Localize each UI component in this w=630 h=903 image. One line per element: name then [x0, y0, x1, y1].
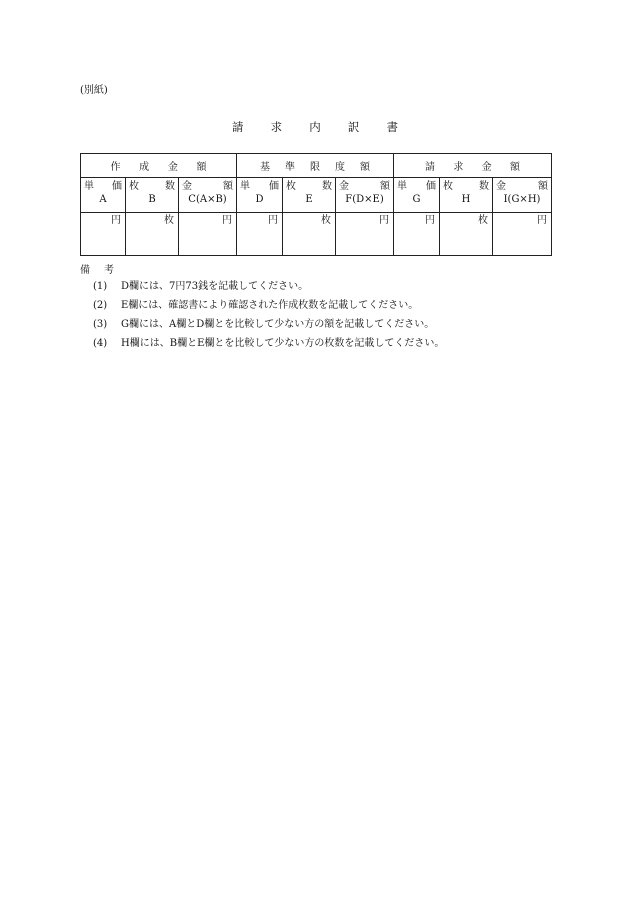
remark-text: G欄には、A欄とD欄とを比較して少ない方の額を記載してください。: [121, 319, 435, 330]
column-char: 価: [269, 181, 280, 192]
remark-number: (4): [93, 338, 108, 349]
entry-cell-i[interactable]: [493, 213, 552, 256]
group-char: 求: [453, 162, 464, 173]
group-char: 作: [110, 162, 121, 173]
remarks-list: [93, 277, 444, 353]
entry-cell-d[interactable]: [237, 213, 283, 256]
unit-label: 枚: [321, 215, 332, 226]
column-header-amount-f: [336, 178, 394, 213]
column-code: H: [461, 194, 471, 205]
remark-item: [93, 277, 444, 296]
column-code: E: [305, 194, 313, 205]
column-char: 価: [112, 181, 122, 192]
breakdown-table: [80, 153, 552, 256]
column-header-count-h: [440, 178, 493, 213]
column-header-count-e: [283, 178, 336, 213]
unit-label: 円: [537, 215, 548, 226]
column-char: 額: [223, 181, 234, 192]
group-char: 額: [360, 162, 371, 173]
column-code: I(G×H): [503, 194, 541, 205]
unit-label: 枚: [164, 215, 174, 226]
title-char: 求: [270, 120, 283, 134]
unit-label: 円: [379, 215, 390, 226]
group-char: 基: [260, 162, 271, 173]
column-char: 枚: [443, 181, 454, 192]
group-char: 限: [310, 162, 321, 173]
entry-cell-c[interactable]: [179, 213, 237, 256]
remark-number: (2): [93, 300, 108, 311]
unit-label: 円: [111, 215, 121, 226]
column-code: G: [412, 194, 421, 205]
remarks-char: 備: [80, 265, 90, 276]
remarks-char: 考: [104, 265, 114, 276]
column-char: 単: [240, 181, 251, 192]
column-char: 数: [479, 181, 490, 192]
group-char: 成: [139, 162, 150, 173]
remark-item: [93, 296, 444, 315]
column-char: 単: [84, 181, 94, 192]
unit-label: 円: [425, 215, 436, 226]
column-char: 数: [165, 181, 175, 192]
group-char: 金: [481, 162, 492, 173]
entry-cell-a[interactable]: [81, 213, 126, 256]
column-header-amount-i: [493, 178, 552, 213]
column-header-amount-c: [179, 178, 237, 213]
title-char: 訳: [347, 120, 360, 134]
entry-cell-g[interactable]: [394, 213, 440, 256]
column-char: 金: [496, 181, 507, 192]
title-char: 書: [386, 120, 398, 134]
column-header-row: [81, 178, 552, 213]
entry-cell-e[interactable]: [283, 213, 336, 256]
document-title: [232, 119, 398, 135]
group-char: 額: [196, 162, 207, 173]
column-code: C(A×B): [188, 194, 227, 205]
title-char: 内: [309, 120, 321, 134]
attachment-label: (別紙): [80, 85, 108, 96]
remark-text: E欄には、確認書により確認された作成枚数を記載してください。: [121, 300, 419, 311]
group-header-production-amount: [81, 154, 237, 178]
column-header-unit-price-g: [394, 178, 440, 213]
column-code: B: [148, 194, 156, 205]
group-char: 額: [510, 162, 520, 173]
group-header-claim-amount: [394, 154, 552, 178]
unit-label: 枚: [478, 215, 489, 226]
group-header-standard-limit: [237, 154, 394, 178]
column-char: 金: [339, 181, 350, 192]
remark-text: D欄には、7円73銭を記載してください。: [121, 281, 309, 292]
remark-item: [93, 334, 444, 353]
remark-item: [93, 315, 444, 334]
group-char: 度: [335, 162, 346, 173]
unit-label: 円: [268, 215, 279, 226]
group-char: 金: [167, 162, 178, 173]
column-code: F(D×E): [345, 194, 384, 205]
column-char: 価: [426, 181, 437, 192]
column-char: 単: [397, 181, 408, 192]
group-char: 準: [285, 162, 296, 173]
title-char: 請: [232, 120, 244, 134]
remark-number: (3): [93, 319, 108, 330]
column-char: 金: [182, 181, 192, 192]
entry-cell-h[interactable]: [440, 213, 493, 256]
column-char: 枚: [286, 181, 297, 192]
entry-cell-b[interactable]: [126, 213, 179, 256]
remark-number: (1): [93, 281, 108, 292]
remark-text: H欄には、B欄とE欄とを比較して少ない方の枚数を記載してください。: [121, 338, 445, 349]
group-char: 請: [425, 162, 436, 173]
remarks-label: [80, 261, 114, 276]
column-header-unit-price-d: [237, 178, 283, 213]
column-header-count-b: [126, 178, 179, 213]
column-char: 数: [322, 181, 333, 192]
column-char: 額: [538, 181, 549, 192]
entry-row: [81, 213, 552, 256]
column-char: 額: [380, 181, 391, 192]
column-code: D: [255, 194, 264, 205]
unit-label: 円: [222, 215, 233, 226]
group-header-row: [81, 154, 552, 178]
column-header-unit-price-a: [81, 178, 126, 213]
column-code: A: [99, 194, 107, 205]
entry-cell-f[interactable]: [336, 213, 394, 256]
column-char: 枚: [129, 181, 139, 192]
